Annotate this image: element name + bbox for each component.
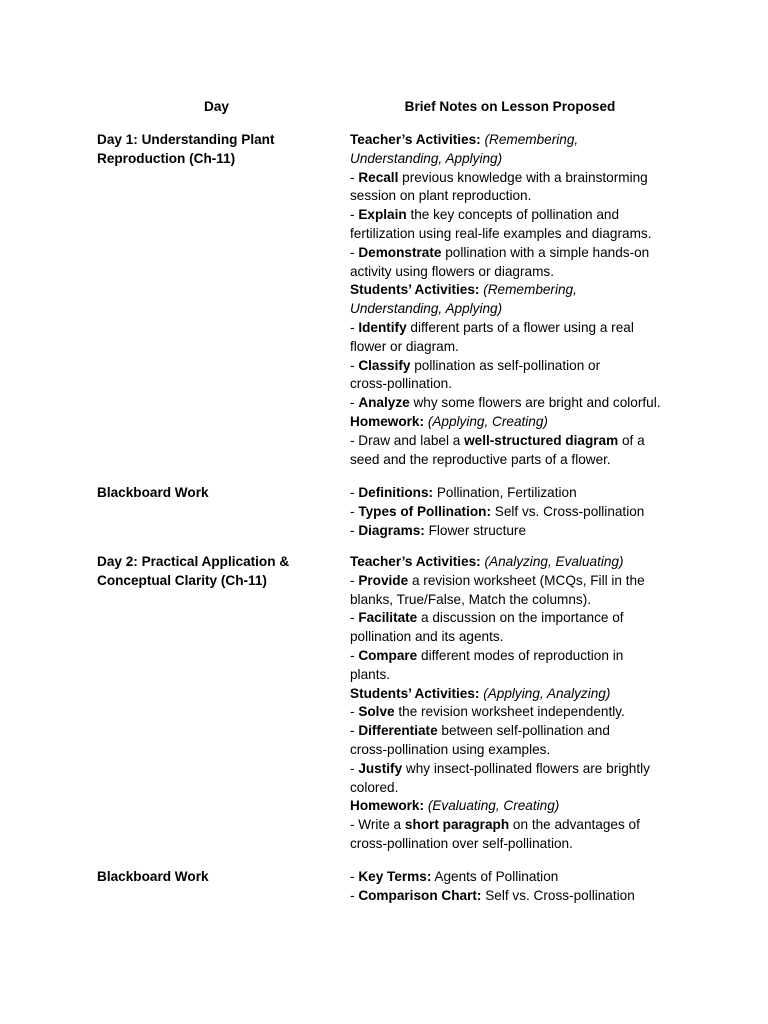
note-text: cross-pollination over self-pollination. bbox=[350, 835, 573, 851]
note-text: - bbox=[350, 723, 359, 739]
note-line bbox=[350, 609, 675, 628]
note-text: flower or diagram. bbox=[350, 338, 459, 354]
note-line bbox=[350, 150, 675, 169]
bold-text: Homework: bbox=[350, 413, 428, 429]
note-line bbox=[350, 338, 675, 357]
note-line bbox=[350, 319, 675, 338]
note-text: pollination and its agents. bbox=[350, 629, 504, 645]
notes-cell bbox=[350, 553, 675, 854]
day-line: Day 2: Practical Application & bbox=[97, 554, 290, 569]
note-text: - bbox=[350, 357, 359, 373]
note-line bbox=[350, 300, 675, 319]
note-text: why some flowers are bright and colorful. bbox=[409, 395, 661, 411]
note-text: different modes of reproduction in bbox=[417, 647, 624, 663]
note-line bbox=[350, 868, 675, 887]
bold-text: Explain bbox=[358, 207, 407, 223]
note-text: a revision worksheet (MCQs, Fill in the bbox=[408, 572, 645, 588]
bold-text: Identify bbox=[358, 319, 407, 335]
note-line bbox=[350, 835, 675, 854]
note-text: - bbox=[350, 647, 359, 663]
bold-text: Facilitate bbox=[358, 610, 418, 626]
note-line bbox=[350, 357, 675, 376]
italic-text: (Applying, Analyzing) bbox=[483, 685, 611, 701]
note-text: - bbox=[350, 395, 359, 411]
bold-text: Comparison Chart: bbox=[358, 887, 482, 903]
note-line bbox=[350, 779, 675, 798]
note-text: pollination with a simple hands-on bbox=[441, 244, 650, 260]
note-text: of a bbox=[618, 432, 645, 448]
day-cell bbox=[97, 868, 327, 887]
note-text: seed and the reproductive parts of a flower. bbox=[350, 451, 611, 467]
bold-text: Teacher’s Activities: bbox=[350, 554, 485, 569]
note-line bbox=[350, 503, 675, 522]
note-text: on the advantages of bbox=[509, 817, 640, 833]
note-text: different parts of a flower using a real bbox=[406, 319, 634, 335]
bold-text: Solve bbox=[358, 704, 395, 720]
day-line: Reproduction (Ch-11) bbox=[97, 150, 236, 166]
note-text: Agents of Pollination bbox=[431, 869, 559, 884]
bold-text: Justify bbox=[358, 760, 403, 776]
bold-text: Types of Pollination: bbox=[358, 503, 491, 519]
notes-cell bbox=[350, 484, 675, 540]
note-text: colored. bbox=[350, 779, 399, 795]
note-line bbox=[350, 522, 675, 541]
bold-text: Key Terms: bbox=[358, 869, 432, 884]
note-line bbox=[350, 741, 675, 760]
note-text: Flower structure bbox=[424, 522, 527, 538]
note-line bbox=[350, 375, 675, 394]
bold-text: Diagrams: bbox=[358, 522, 425, 538]
note-line bbox=[350, 572, 675, 591]
bold-text: Demonstrate bbox=[358, 244, 442, 260]
bold-text: Analyze bbox=[358, 395, 410, 411]
note-line bbox=[350, 131, 675, 150]
bold-text: short paragraph bbox=[404, 817, 510, 833]
note-line bbox=[350, 722, 675, 741]
note-text: cross-pollination using examples. bbox=[350, 741, 551, 757]
note-line bbox=[350, 797, 675, 816]
bold-text: Recall bbox=[358, 169, 399, 185]
note-text: the key concepts of pollination and bbox=[406, 207, 620, 223]
note-line bbox=[350, 484, 675, 503]
note-text: - bbox=[350, 169, 359, 185]
bold-text: Students’ Activities: bbox=[350, 282, 484, 298]
note-line bbox=[350, 647, 675, 666]
note-text: - bbox=[350, 244, 359, 260]
day-cell bbox=[97, 553, 327, 591]
note-text: blanks, True/False, Match the columns). bbox=[350, 591, 592, 607]
note-text: - bbox=[350, 572, 359, 588]
note-line bbox=[350, 394, 675, 413]
note-text: - bbox=[350, 522, 359, 538]
note-line bbox=[350, 887, 675, 906]
note-text: a discussion on the importance of bbox=[417, 610, 624, 626]
note-text: activity using flowers or diagrams. bbox=[350, 263, 554, 279]
italic-text: Understanding, Applying) bbox=[350, 150, 503, 166]
italic-text: (Evaluating, Creating) bbox=[427, 798, 560, 814]
day-cell bbox=[97, 131, 327, 169]
note-text: Self vs. Cross-pollination bbox=[490, 503, 645, 519]
column-header-day: Day bbox=[204, 99, 229, 114]
note-text: - Write a bbox=[350, 817, 405, 833]
note-text: Self vs. Cross-pollination bbox=[481, 887, 635, 903]
note-line bbox=[350, 760, 675, 779]
day-line: Day 1: Understanding Plant bbox=[97, 132, 275, 147]
column-header-notes: Brief Notes on Lesson Proposed bbox=[404, 99, 616, 114]
note-line bbox=[350, 206, 675, 225]
note-line bbox=[350, 591, 675, 610]
note-line bbox=[350, 169, 675, 188]
bold-text: well-structured diagram bbox=[464, 432, 619, 448]
note-line bbox=[350, 553, 675, 572]
note-line bbox=[350, 816, 675, 835]
note-line bbox=[350, 628, 675, 647]
note-text: Pollination, Fertilization bbox=[433, 485, 577, 500]
bold-text: Classify bbox=[358, 357, 411, 373]
italic-text: (Analyzing, Evaluating) bbox=[484, 554, 624, 569]
note-text: fertilization using real-life examples and diagrams. bbox=[350, 225, 652, 241]
note-line bbox=[350, 263, 675, 282]
italic-text: (Remembering, bbox=[484, 132, 579, 147]
italic-text: (Remembering, bbox=[483, 282, 577, 298]
note-text: between self-pollination and bbox=[437, 723, 610, 739]
note-line bbox=[350, 413, 675, 432]
day-line: Blackboard Work bbox=[97, 869, 209, 884]
note-text: - Draw and label a bbox=[350, 432, 465, 448]
note-text: why insect-pollinated flowers are brightly bbox=[402, 760, 650, 776]
notes-cell bbox=[350, 868, 675, 906]
note-text: pollination as self-pollination or bbox=[410, 357, 601, 373]
note-line bbox=[350, 685, 675, 704]
bold-text: Compare bbox=[358, 647, 418, 663]
note-line bbox=[350, 225, 675, 244]
bold-text: Teacher’s Activities: bbox=[350, 132, 485, 147]
note-text: - bbox=[350, 485, 359, 500]
note-line bbox=[350, 666, 675, 685]
note-line bbox=[350, 281, 675, 300]
note-line bbox=[350, 703, 675, 722]
note-text: - bbox=[350, 887, 359, 903]
note-text: - bbox=[350, 207, 359, 223]
note-line bbox=[350, 451, 675, 470]
bold-text: Provide bbox=[358, 572, 409, 588]
italic-text: (Applying, Creating) bbox=[427, 413, 548, 429]
note-text: plants. bbox=[350, 666, 391, 682]
note-text: cross-pollination. bbox=[350, 376, 452, 392]
note-line bbox=[350, 244, 675, 263]
note-text: session on plant reproduction. bbox=[350, 188, 532, 204]
note-text: - bbox=[350, 319, 359, 335]
day-cell bbox=[97, 484, 327, 503]
note-text: - bbox=[350, 610, 359, 626]
note-text: previous knowledge with a brainstorming bbox=[398, 169, 648, 185]
notes-cell bbox=[350, 131, 675, 469]
note-text: the revision worksheet independently. bbox=[394, 704, 625, 720]
note-text: - bbox=[350, 760, 359, 776]
day-line: Blackboard Work bbox=[97, 485, 209, 500]
italic-text: Understanding, Applying) bbox=[350, 301, 503, 317]
note-text: - bbox=[350, 503, 359, 519]
bold-text: Students’ Activities: bbox=[350, 685, 484, 701]
day-line: Conceptual Clarity (Ch-11) bbox=[97, 572, 267, 588]
bold-text: Definitions: bbox=[358, 485, 434, 500]
bold-text: Differentiate bbox=[358, 723, 438, 739]
bold-text: Homework: bbox=[350, 798, 428, 814]
note-line bbox=[350, 432, 675, 451]
note-line bbox=[350, 187, 675, 206]
note-text: - bbox=[350, 869, 359, 884]
note-text: - bbox=[350, 704, 359, 720]
